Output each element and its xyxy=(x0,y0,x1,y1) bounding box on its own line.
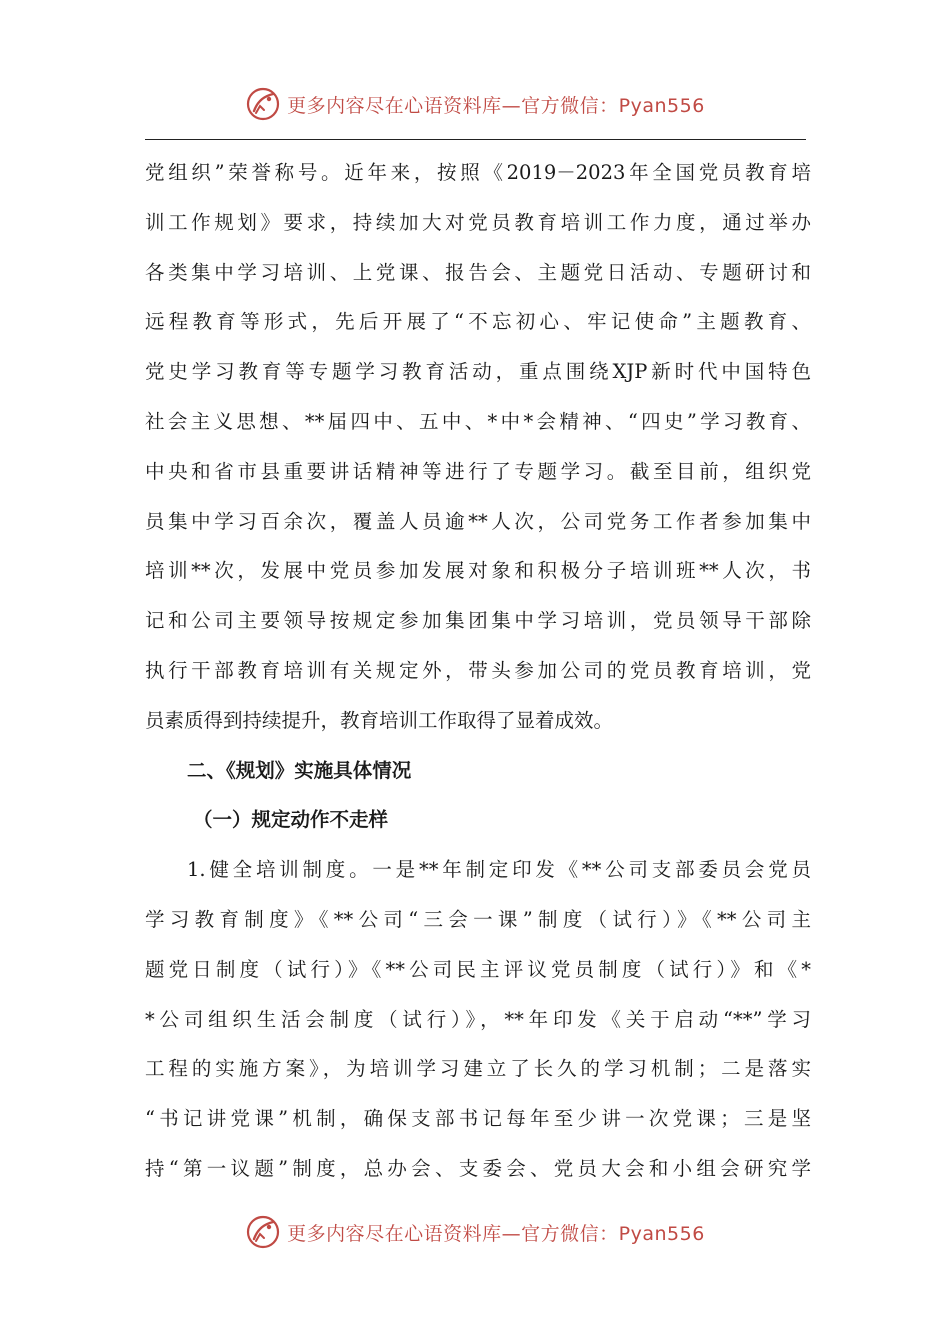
header-promo-handle: Pyan556 xyxy=(618,94,705,117)
seal-logo-icon xyxy=(245,1214,281,1250)
paragraph2-line: 1.健全培训制度。一是**年制定印发《**公司支部委员会党员 xyxy=(187,858,811,882)
paragraph1-line: 员素质得到持续提升，教育培训工作取得了显着成效。 xyxy=(145,708,614,732)
paragraph1-line: 培训**次，发展中党员参加发展对象和积极分子培训班**人次，书 xyxy=(145,559,811,583)
paragraph1-line: 远程教育等形式，先后开展了“不忘初心、牢记使命”主题教育、 xyxy=(145,310,811,334)
paragraph1-line: 中央和省市县重要讲话精神等进行了专题学习。截至目前，组织党 xyxy=(145,459,811,483)
header-banner xyxy=(0,82,950,126)
footer-promo-handle: Pyan556 xyxy=(618,1222,705,1245)
paragraph1-line: 党组织”荣誉称号。近年来，按照《2019－2023年全国党员教育培 xyxy=(145,161,811,184)
paragraph1-line: 社会主义思想、**届四中、五中、*中*会精神、“四史”学习教育、 xyxy=(145,409,811,433)
paragraph1-line: 员集中学习百余次，覆盖人员逾**人次，公司党务工作者参加集中 xyxy=(145,509,811,533)
paragraph2-line: *公司组织生活会制度（试行）》，**年印发《关于启动“**”学习 xyxy=(145,1007,811,1031)
footer-promo-label: 更多内容尽在心语资料库—官方微信： xyxy=(287,1222,619,1245)
paragraph1-line: 记和公司主要领导按规定参加集团集中学习培训，党员领导干部除 xyxy=(145,609,811,633)
paragraph1-line: 训工作规划》要求，持续加大对党员教育培训工作力度，通过举办 xyxy=(145,210,811,234)
seal-logo-icon xyxy=(245,86,281,122)
paragraph1-line: 各类集中学习培训、上党课、报告会、主题党日活动、专题研讨和 xyxy=(145,260,811,284)
paragraph2-line: 题党日制度（试行）》《**公司民主评议党员制度（试行）》和《* xyxy=(145,957,811,981)
header-divider xyxy=(145,139,806,140)
header-promo-label: 更多内容尽在心语资料库—官方微信： xyxy=(287,94,619,117)
section-heading: 二、《规划》实施具体情况 xyxy=(187,758,412,782)
footer-promo-text xyxy=(287,1219,705,1246)
paragraph1-line: 执行干部教育培训有关规定外，带头参加公司的党员教育培训，党 xyxy=(145,658,811,682)
header-promo-text xyxy=(287,91,705,118)
footer-banner xyxy=(0,1210,950,1254)
paragraph2-line: 学习教育制度》《**公司“三会一课”制度（试行）》《**公司主 xyxy=(145,907,811,931)
subsection-heading: （一）规定动作不走样 xyxy=(193,808,389,832)
paragraph1-line: 党史学习教育等专题学习教育活动，重点围绕XJP新时代中国特色 xyxy=(145,360,811,384)
paragraph2-line: 工程的实施方案》，为培训学习建立了长久的学习机制；二是落实 xyxy=(145,1057,811,1081)
paragraph2-line: “书记讲党课”机制，确保支部书记每年至少讲一次党课；三是坚 xyxy=(145,1107,811,1131)
paragraph2-line: 持“第一议题”制度，总办会、支委会、党员大会和小组会研究学 xyxy=(145,1156,811,1180)
document-body xyxy=(145,148,811,1194)
